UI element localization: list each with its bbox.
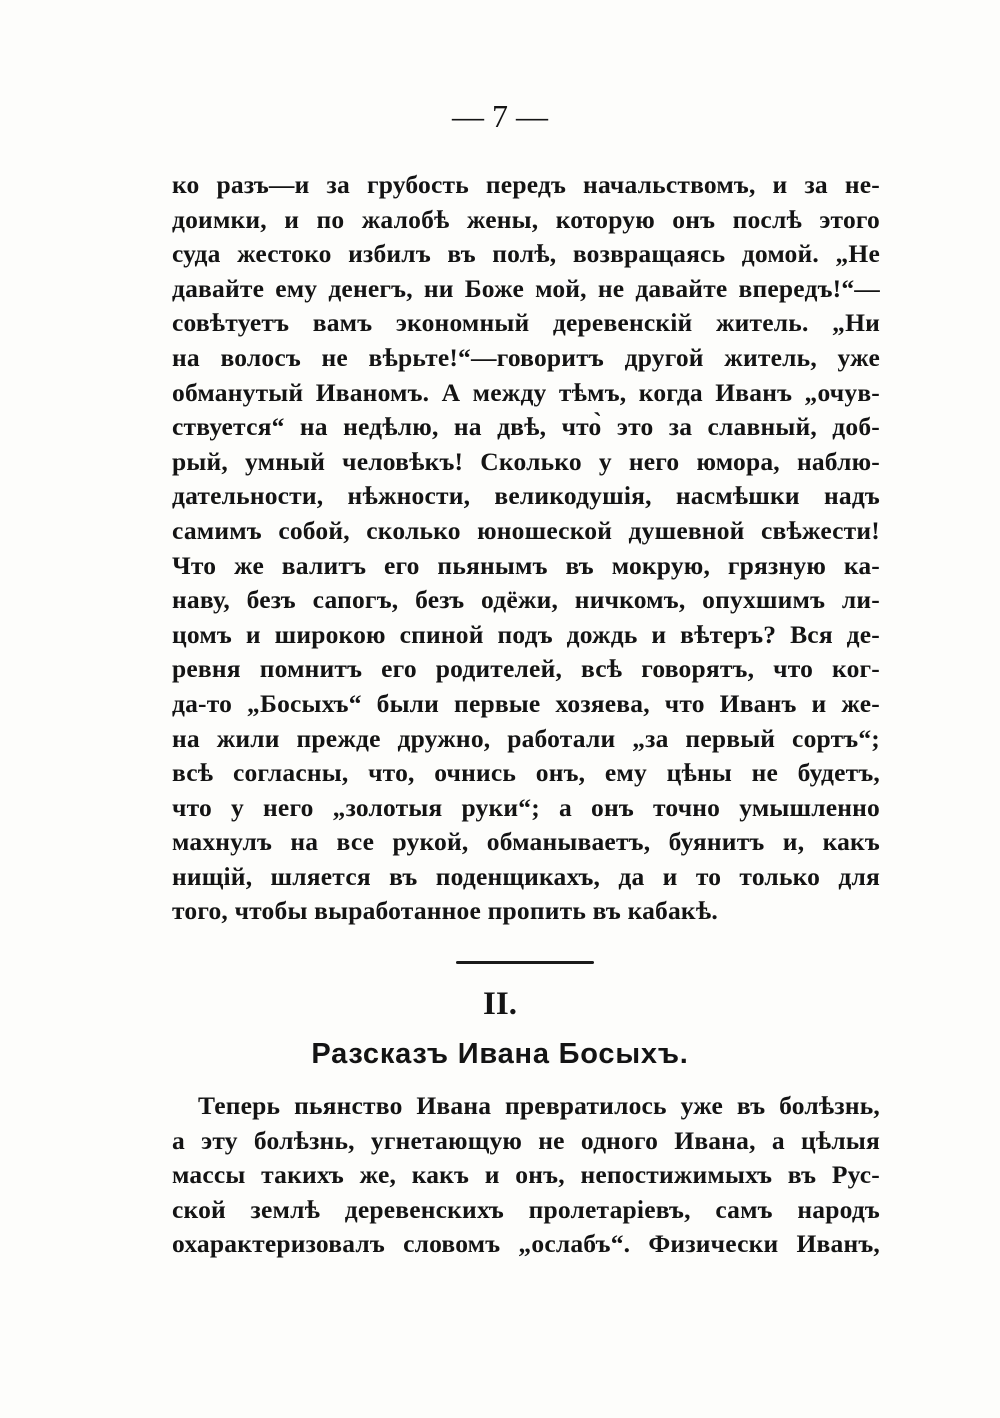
text-line: нищій, шляется въ поденщикахъ, да и то только для	[172, 861, 880, 891]
text-line: охарактеризовалъ словомъ „ослабъ“. Физически Иванъ,	[172, 1229, 880, 1259]
text-line: Что же валитъ его пьянымъ въ мокрую, грязную ка-	[172, 550, 880, 580]
text-line: того, чтобы выработанное пропить въ кабакѣ.	[172, 896, 718, 926]
text-line: наву, безъ сапогъ, безъ одёжи, ничкомъ, опухшимъ ли-	[172, 585, 880, 615]
text-line: всѣ согласны, что, очнись онъ, ему цѣны не будетъ,	[172, 758, 880, 788]
text-line: цомъ и широкою спиной подъ дождь и вѣтеръ? Вся де-	[172, 619, 880, 649]
text-line: да-то „Босыхъ“ были первые хозяева, что Иванъ и же-	[172, 688, 880, 718]
text-line: махнулъ на все рукой, обманываетъ, буянитъ и, какъ	[172, 827, 880, 857]
text-line: совѣтуетъ вамъ экономный деревенскій житель. „Ни	[172, 308, 880, 338]
text-line: доимки, и по жалобѣ жены, которую онъ послѣ этого	[172, 204, 880, 234]
section-divider	[456, 961, 594, 964]
text-line: на волосъ не вѣрьте!“—говоритъ другой житель, уже	[172, 342, 880, 372]
text-line: ревня помнитъ его родителей, всѣ говорятъ, что ког-	[172, 654, 880, 684]
text-line: давайте ему денегъ, ни Боже мой, не давайте впередъ!“—	[172, 273, 880, 303]
text-line: самимъ собой, сколько юношеской душевной свѣжести!	[172, 515, 880, 545]
text-line: что у него „золотыя руки“; а онъ точно умышленно	[172, 792, 880, 822]
text-line: ской землѣ деревенскихъ пролетаріевъ, самъ народъ	[172, 1194, 880, 1224]
page-number: — 7 —	[452, 98, 548, 134]
text-line: а эту болѣзнь, угнетающую не одного Ивана, а цѣлыя	[172, 1125, 880, 1155]
text-line: суда жестоко избилъ въ полѣ, возвращаясь домой. „Не	[172, 239, 880, 269]
section-title: Разсказъ Ивана Босыхъ.	[311, 1038, 689, 1070]
text-line: рый, умный человѣкъ! Сколько у него юмора, наблю-	[172, 446, 880, 476]
text-line: массы такихъ же, какъ и онъ, непостижимыхъ въ Рус-	[172, 1160, 880, 1190]
text-line: Теперь пьянство Ивана превратилось уже въ болѣзнь,	[198, 1091, 880, 1120]
paragraph-section-start	[172, 1089, 880, 1262]
text-line: ствуется“ на недѣлю, на двѣ, что̀ это за славный, доб-	[172, 412, 880, 442]
text-line: обманутый Иваномъ. А между тѣмъ, когда Иванъ „очув-	[172, 377, 880, 407]
paragraph-continued	[172, 168, 880, 929]
text-line: дательности, нѣжности, великодушія, насмѣшки надъ	[172, 481, 880, 511]
section-number: II.	[483, 986, 517, 1022]
text-line: ко разъ—и за грубость передъ начальствомъ, и за не-	[172, 170, 880, 199]
text-line: на жили прежде дружно, работали „за первый сортъ“;	[172, 723, 880, 753]
